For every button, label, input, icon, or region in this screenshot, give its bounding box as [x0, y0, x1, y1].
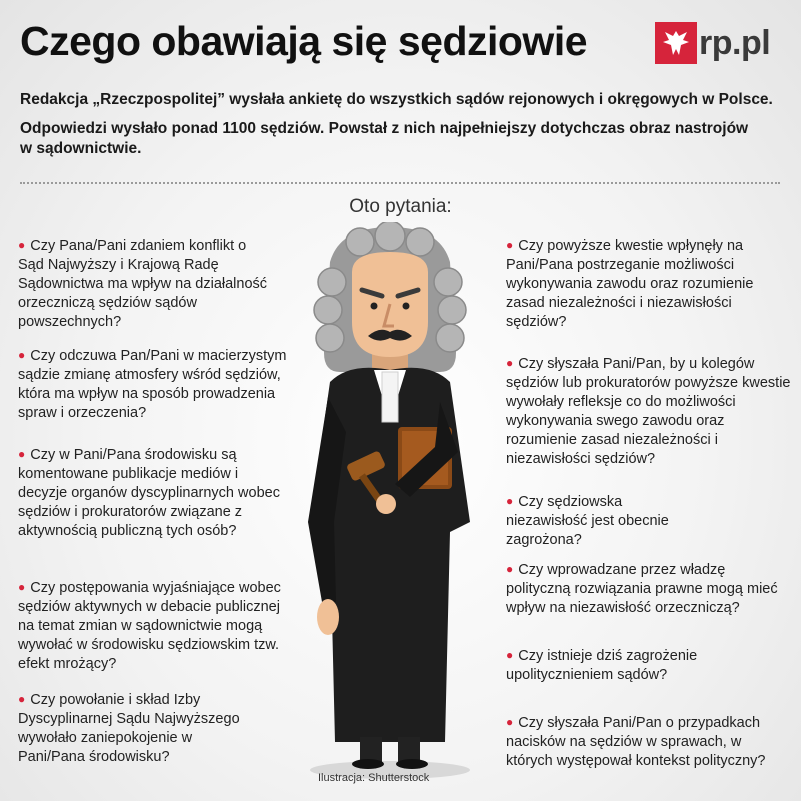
- bullet-icon: ●: [18, 447, 26, 461]
- question-text: Czy Pana/Pani zdaniem konflikt o Sąd Najwyższy i Krajową Radę Sądownictwa ma wpływ na działalność orzeczniczą sędziów sądów powszechnych?: [18, 238, 268, 330]
- image-credit: Ilustracja: Shutterstock: [318, 772, 430, 784]
- question-text: Czy powołanie i skład Izby Dyscyplinarnej Sądu Najwyższego wywołało zaniepokojenie w Pani/Pana środowisku?: [18, 692, 240, 765]
- judge-illustration: [290, 222, 490, 782]
- question-text: Czy wprowadzane przez władzę polityczną rozwiązania prawne mogą mieć wpływ na niezawisłość orzeczniczą?: [506, 562, 778, 616]
- eagle-logo-icon: [655, 22, 697, 64]
- question-text: Czy sędziowska niezawisłość jest obecnie zagrożona?: [506, 494, 669, 548]
- page-title: Czego obawiają się sędziowie: [20, 18, 588, 64]
- bullet-icon: ●: [506, 494, 514, 508]
- question-item: [18, 445, 283, 541]
- bullet-icon: ●: [506, 562, 514, 576]
- intro-paragraph-1: Redakcja „Rzeczpospolitej” wysłała ankietę do wszystkich sądów rejonowych i okręgowych w Polsce.: [20, 91, 773, 108]
- logo-text: rp.pl: [699, 23, 771, 62]
- bullet-icon: ●: [506, 715, 514, 729]
- bullet-icon: ●: [506, 648, 514, 662]
- bullet-icon: ●: [18, 238, 26, 252]
- question-text: Czy istnieje dziś zagrożenie upolitycznieniem sądów?: [506, 648, 698, 683]
- question-text: Czy słyszała Pani/Pan o przypadkach nacisków na sędziów w sprawach, w których występował kontekst polityczny?: [506, 715, 766, 769]
- intro-paragraph-2: Odpowiedzi wysłało ponad 1100 sędziów. Powstał z nich najpełniejszy dotychczas obraz nastrojów w sądownictwie.: [20, 120, 749, 157]
- bullet-icon: ●: [18, 580, 26, 594]
- question-item: [506, 236, 771, 332]
- questions-heading: Oto pytania:: [349, 196, 452, 217]
- question-item: [18, 690, 263, 767]
- dotted-divider: [20, 182, 780, 184]
- bullet-icon: ●: [506, 356, 514, 370]
- question-text: Czy powyższe kwestie wpłynęły na Pani/Pana postrzeganie możliwości wykonywania zawodu oraz rozumienie zasad niezależności i niezawisłości sędziów?: [506, 238, 754, 330]
- question-item: [506, 713, 791, 771]
- question-text: Czy słyszała Pani/Pan, by u kolegów sędziów lub prokuratorów powyższe kwestie wywołały refleksje co do możliwości wykonywania swego zawodu oraz rozumienie zasad niezależności i niezawisłości sędziów?: [506, 356, 791, 467]
- question-text: Czy w Pani/Pana środowisku są komentowane publikacje mediów i decyzje organów dyscyplinarnych wobec sędziów i prokuratorów związane z aktywnością publiczną tych osób?: [18, 447, 280, 539]
- question-item: [506, 560, 781, 618]
- bullet-icon: ●: [18, 348, 26, 362]
- question-item: [18, 578, 288, 674]
- question-text: Czy odczuwa Pan/Pani w macierzystym sądzie zmianę atmosfery wśród sędziów, która ma wpływ na sposób prowadzenia spraw i orzeczenia?: [18, 348, 287, 421]
- question-item: [18, 346, 293, 423]
- question-item: [506, 354, 796, 469]
- question-text: Czy postępowania wyjaśniające wobec sędziów aktywnych w debacie publicznej na temat zmian w sądownictwie mogą wywołać w środowisku sędziowskim tzw. efekt mrożący?: [18, 580, 281, 672]
- bullet-icon: ●: [18, 692, 26, 706]
- question-item: [506, 646, 711, 685]
- rp-logo[interactable]: [655, 22, 770, 64]
- question-item: [18, 236, 268, 332]
- bullet-icon: ●: [506, 238, 514, 252]
- question-item: [506, 492, 706, 550]
